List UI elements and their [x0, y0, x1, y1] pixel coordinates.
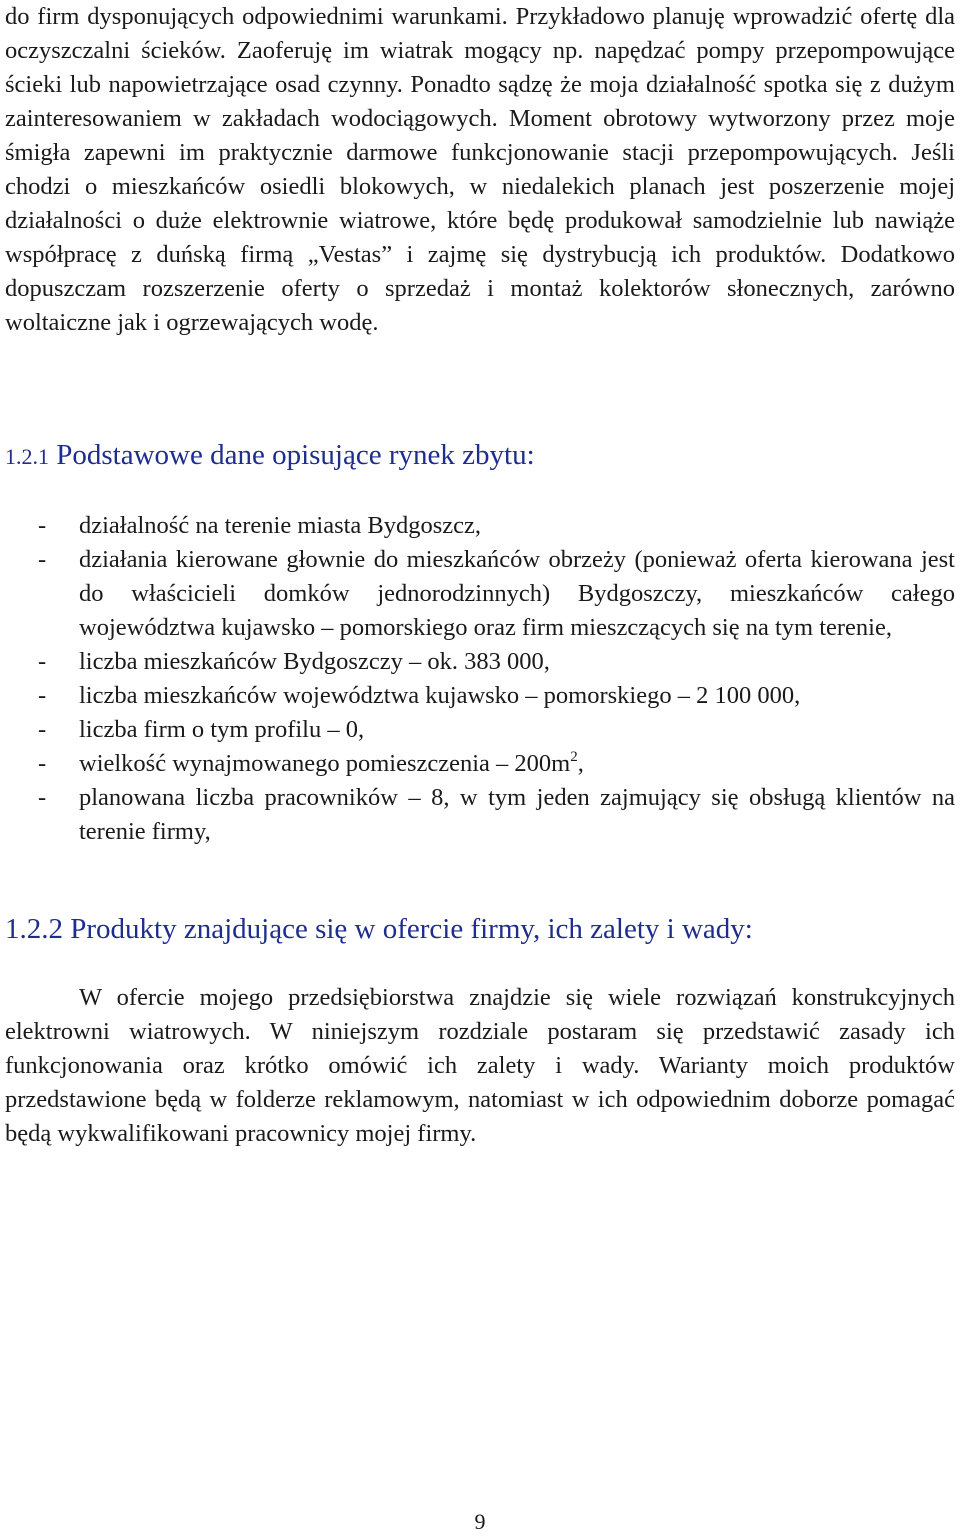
- bullet-dash: -: [38, 716, 47, 743]
- page-number: 9: [474, 1509, 486, 1534]
- list-item-text: działania kierowane głownie do mieszkańców obrzeży (ponieważ oferta kierowana jest do właścicieli domków jednorodzinnych) Bydgoszczy, mieszkańców całego województwa kujawsko – pomorskiego oraz firm mieszczących się na tym terenie,: [79, 546, 955, 641]
- list-item-text: działalność na terenie miasta Bydgoszcz,: [79, 512, 482, 539]
- section-title: Produkty znajdujące się w ofercie firmy, ich zalety i wady:: [70, 913, 753, 945]
- section-heading-1-2-1: [5, 437, 535, 475]
- bullet-dash: -: [38, 648, 47, 675]
- document-page: [5, 0, 955, 1147]
- list-item: [5, 747, 955, 781]
- list-item: [5, 679, 955, 713]
- area-superscript: 2: [570, 749, 578, 765]
- list-item: [5, 713, 955, 747]
- area-item-text: wielkość wynajmowanego pomieszczenia – 200m: [79, 750, 571, 777]
- bullet-dash: -: [38, 784, 47, 811]
- area-item-suffix: ,: [577, 750, 584, 777]
- list-item: [5, 781, 955, 849]
- section-number: 1.2.1: [5, 444, 49, 469]
- section-heading-1-2-2: [5, 911, 753, 947]
- offer-paragraph: W ofercie mojego przedsiębiorstwa znajdzie się wiele rozwiązań konstrukcyjnych elektrowni wiatrowych. W niniejszym rozdziale postaram się przedstawić zasady ich funkcjonowania oraz krótko omówić ich zalety i wady. Warianty moich produktów przedstawione będą w folderze reklamowym, natomiast w ich odpowiednim doborze pomagać będą wykwalifikowani pracownicy mojej firmy.: [5, 984, 955, 1147]
- section-number: 1.2.2: [5, 913, 63, 945]
- bullet-dash: -: [38, 546, 47, 573]
- intro-paragraph: do firm dysponujących odpowiednimi warunkami. Przykładowo planuję wprowadzić ofertę dla oczyszczalni ścieków. Zaoferuję im wiatrak mogący np. napędzać pompy przepompowujące ścieki lub napowietrzające osad czynny. Ponadto sądzę że moja działalność spotka się z dużym zainteresowaniem w zakładach wodociągowych. Moment obrotowy wytworzony przez moje śmigła zapewni im praktycznie darmowe funkcjonowanie stacji przepompowujących. Jeśli chodzi o mieszkańców osiedli blokowych, w niedalekich planach jest poszerzenie mojej działalności o duże elektrownie wiatrowe, które będę produkował samodzielnie lub nawiąże współpracę z duńską firmą „Vestas” i zajmę się dystrybucją ich produktów. Dodatkowo dopuszczam rozszerzenie oferty o sprzedaż i montaż kolektorów słonecznych, zarówno woltaiczne jak i ogrzewających wodę.: [5, 3, 955, 336]
- list-item-text: liczba firm o tym profilu – 0,: [79, 716, 365, 743]
- list-item-text: liczba mieszkańców Bydgoszczy – ok. 383 000,: [79, 648, 550, 675]
- list-item: [5, 509, 955, 543]
- bullet-dash: -: [38, 750, 47, 777]
- list-item: [5, 645, 955, 679]
- section-title: Podstawowe dane opisujące rynek zbytu:: [56, 439, 535, 471]
- list-item-text: liczba mieszkańców województwa kujawsko – pomorskiego – 2 100 000,: [79, 682, 801, 709]
- list-item: [5, 543, 955, 645]
- list-item-text: planowana liczba pracowników – 8, w tym jeden zajmujący się obsługą klientów na terenie firmy,: [79, 784, 955, 845]
- bullet-dash: -: [38, 512, 47, 539]
- market-facts-list: [5, 509, 955, 849]
- bullet-dash: -: [38, 682, 47, 709]
